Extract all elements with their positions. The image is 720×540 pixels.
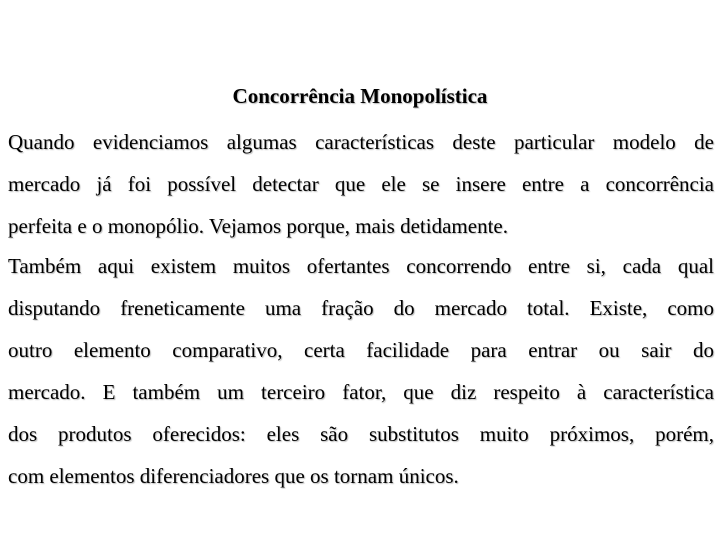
slide-title: Concorrência Monopolística [232, 84, 488, 108]
paragraph-line: disputando freneticamente uma fração do mercado total. Existe, como [8, 296, 714, 320]
paragraph-line: mercado. E também um terceiro fator, que diz respeito à característica [8, 380, 714, 404]
paragraph-line: Quando evidenciamos algumas características deste particular modelo de [8, 130, 714, 154]
paragraph-line: com elementos diferenciadores que os tornam únicos. [8, 464, 459, 488]
paragraph-line: Também aqui existem muitos ofertantes concorrendo entre si, cada qual [8, 254, 714, 278]
paragraph-line: dos produtos oferecidos: eles são substitutos muito próximos, porém, [8, 422, 714, 446]
paragraph-intro [8, 121, 714, 247]
paragraph-line: mercado já foi possível detectar que ele se insere entre a concorrência [8, 172, 714, 196]
paragraph-characteristics [8, 245, 714, 497]
paragraph-line: perfeita e o monopólio. Vejamos porque, mais detidamente. [8, 214, 508, 238]
paragraph-line: outro elemento comparativo, certa facilidade para entrar ou sair do [8, 338, 714, 362]
